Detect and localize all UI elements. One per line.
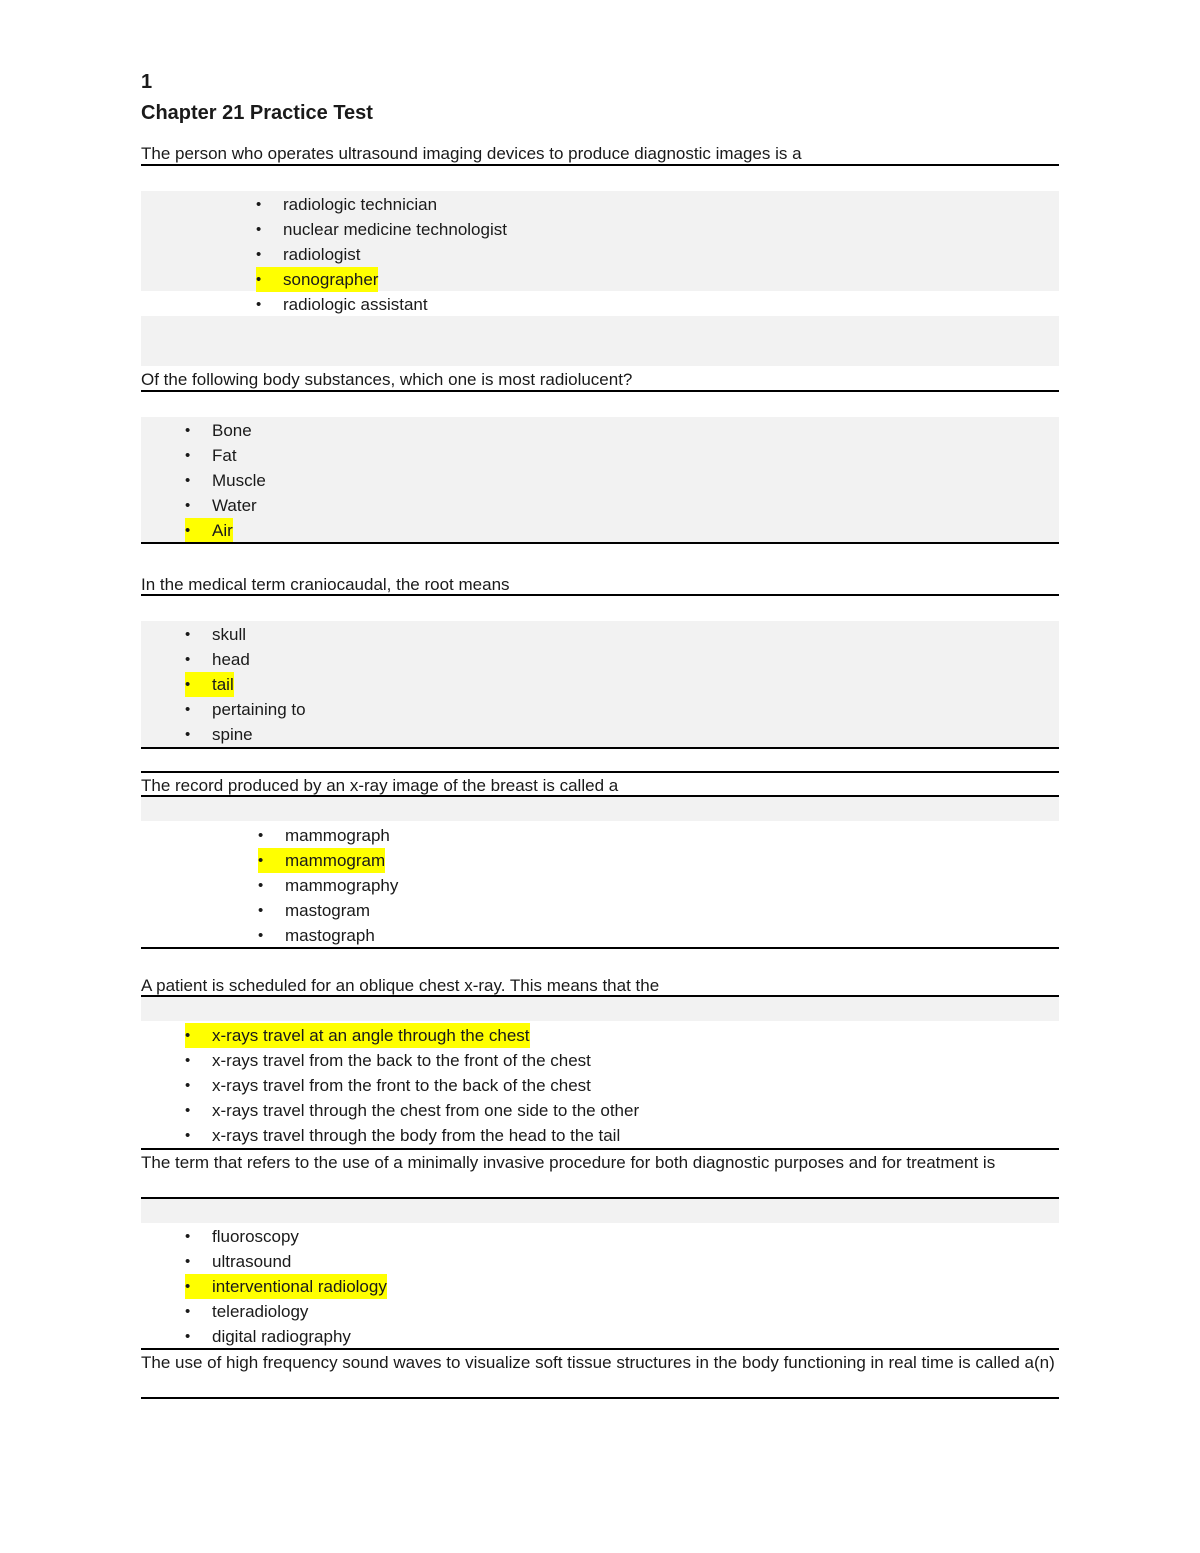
question-2-text: Of the following body substances, which one is most radiolucent? xyxy=(141,370,633,389)
highlighted-answer-label: interventional radiology xyxy=(212,1274,387,1299)
answer-option xyxy=(185,647,306,672)
answer-label: head xyxy=(212,650,250,669)
answer-option xyxy=(185,1324,387,1349)
bullet-icon: • xyxy=(185,472,191,489)
question-4-options xyxy=(258,823,399,948)
answer-option xyxy=(185,1123,639,1148)
answer-label: Fat xyxy=(212,446,237,465)
question-2-options xyxy=(185,418,266,543)
answer-option xyxy=(258,923,398,948)
bullet-icon: • xyxy=(185,1102,191,1119)
page-number: 1 xyxy=(141,71,153,93)
answer-option xyxy=(185,493,266,518)
answer-option xyxy=(256,192,507,217)
answer-label: pertaining to xyxy=(212,700,306,719)
answer-option xyxy=(185,418,266,443)
bullet-icon: • xyxy=(185,447,191,464)
question-5-band-top xyxy=(141,997,1059,1021)
answer-label: spine xyxy=(212,725,253,744)
answer-label: mammography xyxy=(285,876,399,895)
bullet-icon: • xyxy=(185,651,191,668)
question-4-end-rule xyxy=(141,947,1059,949)
answer-option xyxy=(185,518,266,543)
question-6-options xyxy=(185,1224,387,1349)
bullet-icon: • xyxy=(258,827,264,844)
bullet-icon: • xyxy=(185,726,191,743)
question-4-band-top xyxy=(141,797,1059,821)
answer-label: x-rays travel from the back to the front of the chest xyxy=(212,1051,591,1070)
answer-label: x-rays travel from the front to the back of the chest xyxy=(212,1076,591,1095)
answer-option xyxy=(185,622,306,647)
answer-label: fluoroscopy xyxy=(212,1227,299,1246)
bullet-icon: • xyxy=(256,196,262,213)
page-title: Chapter 21 Practice Test xyxy=(141,102,373,124)
question-1-options xyxy=(256,192,507,317)
question-2-end-rule xyxy=(141,542,1059,544)
answer-option xyxy=(185,722,306,747)
bullet-icon: • xyxy=(258,902,264,919)
bullet-icon: • xyxy=(185,422,191,439)
bullet-icon: • xyxy=(185,1052,191,1069)
answer-option xyxy=(256,217,507,242)
answer-label: x-rays travel through the chest from one side to the other xyxy=(212,1101,640,1120)
answer-option xyxy=(185,697,306,722)
bullet-icon: • xyxy=(185,1228,191,1245)
answer-label: radiologic assistant xyxy=(283,295,428,314)
bullet-icon: • xyxy=(185,497,191,514)
bullet-icon: • xyxy=(258,848,285,873)
question-3-text: In the medical term craniocaudal, the root means xyxy=(141,575,510,594)
question-6-text: The term that refers to the use of a minimally invasive procedure for both diagnostic purposes and for treatment is xyxy=(141,1153,996,1172)
question-3-options xyxy=(185,622,306,747)
bullet-icon: • xyxy=(185,1253,191,1270)
answer-option xyxy=(185,1073,639,1098)
question-2-answer-band xyxy=(141,417,1059,542)
answer-option xyxy=(258,823,398,848)
answer-option xyxy=(258,848,398,873)
answer-option xyxy=(185,1048,639,1073)
bullet-icon: • xyxy=(185,1023,212,1048)
answer-option xyxy=(256,242,507,267)
answer-option xyxy=(185,1299,387,1324)
bullet-icon: • xyxy=(185,1127,191,1144)
bullet-icon: • xyxy=(185,626,191,643)
bullet-icon: • xyxy=(258,927,264,944)
highlighted-answer-label: Air xyxy=(212,518,233,543)
answer-label: x-rays travel through the body from the head to the tail xyxy=(212,1126,621,1145)
bullet-icon: • xyxy=(256,221,262,238)
answer-label: mastograph xyxy=(285,926,375,945)
answer-option xyxy=(258,898,398,923)
answer-option xyxy=(185,1274,387,1299)
bullet-icon: • xyxy=(256,246,262,263)
answer-label: mastogram xyxy=(285,901,371,920)
answer-label: ultrasound xyxy=(212,1252,292,1271)
bullet-icon: • xyxy=(185,518,212,543)
question-2-rule xyxy=(141,390,1059,392)
question-3-rule xyxy=(141,594,1059,596)
question-5-text: A patient is scheduled for an oblique chest x-ray. This means that the xyxy=(141,976,660,995)
bullet-icon: • xyxy=(185,672,212,697)
bullet-icon: • xyxy=(185,1303,191,1320)
bullet-icon: • xyxy=(256,267,283,292)
answer-option xyxy=(185,1098,640,1123)
question-5-options xyxy=(185,1023,640,1148)
answer-option xyxy=(256,267,507,292)
answer-label: radiologist xyxy=(283,245,361,264)
highlighted-answer-label: sonographer xyxy=(283,267,378,292)
question-7-rule xyxy=(141,1397,1059,1399)
question-4-text: The record produced by an x-ray image of the breast is called a xyxy=(141,776,619,795)
answer-option xyxy=(185,468,266,493)
answer-label: mammograph xyxy=(285,826,390,845)
bullet-icon: • xyxy=(185,1274,212,1299)
bullet-icon: • xyxy=(258,877,264,894)
question-1-rule xyxy=(141,164,1059,166)
answer-label: Water xyxy=(212,496,257,515)
answer-label: teleradiology xyxy=(212,1302,309,1321)
answer-label: digital radiography xyxy=(212,1327,351,1346)
question-1-band-bottom xyxy=(141,316,1059,366)
answer-label: skull xyxy=(212,625,247,644)
bullet-icon: • xyxy=(256,296,262,313)
answer-label: Muscle xyxy=(212,471,266,490)
answer-option xyxy=(258,873,399,898)
answer-option xyxy=(185,1249,387,1274)
answer-label: nuclear medicine technologist xyxy=(283,220,507,239)
question-6-band-top xyxy=(141,1199,1059,1223)
answer-option xyxy=(185,443,266,468)
highlighted-answer-label: mammogram xyxy=(285,848,385,873)
bullet-icon: • xyxy=(185,1328,191,1345)
answer-option xyxy=(256,292,507,317)
answer-label: radiologic technician xyxy=(283,195,438,214)
highlighted-answer-label: tail xyxy=(212,672,234,697)
question-3-end-rule xyxy=(141,747,1059,749)
bullet-icon: • xyxy=(185,1077,191,1094)
answer-option xyxy=(185,1023,639,1048)
answer-option xyxy=(185,1224,387,1249)
highlighted-answer-label: x-rays travel at an angle through the chest xyxy=(212,1023,530,1048)
question-1-text: The person who operates ultrasound imaging devices to produce diagnostic images is a xyxy=(141,144,802,163)
answer-option xyxy=(185,672,306,697)
answer-label: Bone xyxy=(212,421,252,440)
bullet-icon: • xyxy=(185,701,191,718)
question-7-text: The use of high frequency sound waves to visualize soft tissue structures in the body functioning in real time is called a(n) xyxy=(141,1353,1055,1372)
